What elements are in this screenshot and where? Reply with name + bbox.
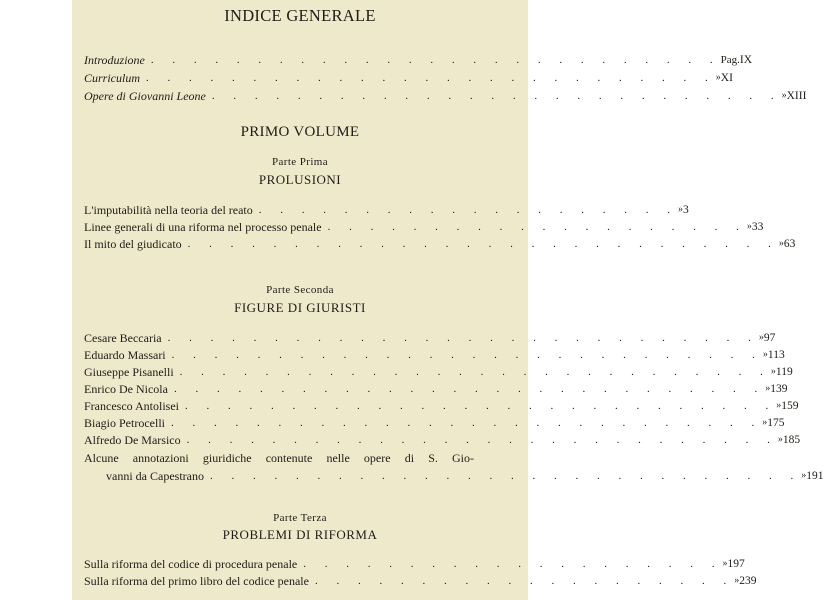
toc-entry-label: Opere di Giovanni Leone	[84, 89, 206, 103]
toc-entry-prefix: »	[765, 383, 771, 394]
toc-entry	[84, 219, 764, 235]
toc-entry-prefix: Pag.	[720, 54, 740, 66]
leader-dots: . . . . . . . . . . . . . . . . . . . . . . . . . . . .	[170, 417, 763, 429]
toc-entry-introduzione	[84, 52, 753, 68]
toc-entry-label: Curriculum	[84, 71, 141, 85]
toc-entry-prefix: »	[781, 90, 787, 101]
leader-dots: . . . . . . . . . . . . . . . . . . . . . . . . . . . .	[186, 434, 778, 446]
leader-dots: . . . . . . . . . . . . . . . . . . . .	[258, 204, 679, 216]
part-label: Parte Seconda	[266, 284, 334, 296]
toc-entry-prefix: »	[777, 434, 783, 445]
leader-dots: . . . . . . . . . . . . . . . . . . . . . . . . . . .	[211, 90, 782, 102]
toc-entry-label-line2: vanni da Capestrano	[106, 469, 204, 483]
toc-entry-page: 113	[767, 349, 785, 361]
leader-dots: . . . . . . . . . . . . . . . . . . . . . . . . . . . .	[209, 470, 802, 482]
toc-entry-label: Introduzione	[84, 53, 145, 67]
page-title: INDICE GENERALE	[224, 6, 376, 25]
toc-entry-page: XIII	[786, 90, 807, 102]
toc-entry-opere	[84, 88, 807, 104]
toc-entry-label: L'imputabilità nella teoria del reato	[84, 203, 253, 217]
toc-entry-label: Alfredo De Marsico	[84, 433, 181, 447]
toc-entry-page: 191	[806, 470, 823, 482]
toc-entry-label: Biagio Petrocelli	[84, 416, 165, 430]
toc-entry-page: 33	[751, 221, 764, 233]
toc-entry-page: 159	[781, 400, 799, 412]
toc-entry	[84, 415, 785, 431]
toc-entry-page: 119	[775, 366, 793, 378]
toc-entry-prefix: »	[715, 72, 721, 83]
leader-dots: . . . . . . . . . . . . . . . . . . . .	[314, 575, 735, 587]
leader-dots: . . . . . . . . . . . . . . . . . . . . . . . . . . . .	[184, 400, 777, 412]
leader-dots: . . . . . . . . . . . . . . . . . . . . . . . . . . . .	[173, 383, 766, 395]
toc-entry	[84, 381, 788, 397]
toc-entry-label: Il mito del giudicato	[84, 237, 182, 251]
leader-dots: . . . . . . . . . . . . . . . . . . . . . . . . . . . .	[171, 349, 763, 361]
leader-dots: . . . . . . . . . . . . . . . . . . . . . . . . . . .	[146, 72, 716, 84]
toc-entry-page: 185	[782, 434, 801, 446]
section-title: FIGURE DI GIURISTI	[234, 300, 366, 315]
toc-entry-label: Linee generali di una riforma nel processo penale	[84, 220, 322, 234]
toc-entry-page: 175	[767, 417, 785, 429]
part-label: Parte Terza	[273, 512, 327, 524]
toc-entry-page: 239	[739, 575, 757, 587]
toc-entry-page: IX	[739, 54, 753, 66]
toc-entry-label: Enrico De Nicola	[84, 382, 168, 396]
leader-dots: . . . . . . . . . . . . . . . . . . . . . . . . . . . .	[187, 238, 779, 250]
toc-entry-prefix: »	[762, 417, 768, 428]
toc-entry-prefix: »	[770, 366, 776, 377]
toc-entry-prefix: »	[758, 332, 764, 343]
toc-entry-label: Sulla riforma del primo libro del codice penale	[84, 574, 309, 588]
volume-title: PRIMO VOLUME	[240, 124, 360, 140]
toc-entry	[84, 347, 785, 363]
toc-entry-prefix: »	[734, 575, 740, 586]
book-page	[72, 0, 823, 600]
toc-entry-page: XI	[720, 72, 733, 84]
toc-entry-line2	[106, 468, 823, 484]
toc-entry	[84, 398, 799, 414]
toc-entry	[84, 330, 776, 346]
toc-entry	[84, 236, 796, 252]
toc-entry-prefix: »	[762, 349, 768, 360]
section-title: PROBLEMI DI RIFORMA	[222, 527, 378, 542]
toc-entry-long	[84, 450, 823, 484]
leader-dots: . . . . . . . . . . . . . . . . . . . . . . . . . . .	[150, 54, 721, 66]
toc-entry-prefix: »	[776, 400, 782, 411]
leader-dots: . . . . . . . . . . . . . . . . . . . . . . . . . . . .	[167, 332, 759, 344]
toc-entry-prefix: »	[678, 204, 684, 215]
toc-entry-page: 139	[770, 383, 788, 395]
section-title: PROLUSIONI	[258, 172, 342, 187]
toc-entry-label: Eduardo Massari	[84, 348, 166, 362]
toc-entry	[84, 573, 757, 589]
toc-entry-page: 3	[683, 204, 689, 216]
toc-entry-page: 197	[727, 558, 745, 570]
toc-entry-curriculum	[84, 70, 733, 86]
toc-entry-page: 63	[783, 238, 796, 250]
toc-entry	[84, 432, 801, 448]
toc-entry-label: Sulla riforma del codice di procedura penale	[84, 557, 298, 571]
toc-entry-prefix: »	[778, 238, 784, 249]
leader-dots: . . . . . . . . . . . . . . . . . . . . . . . . . . . .	[179, 366, 771, 378]
toc-entry-label: Giuseppe Pisanelli	[84, 365, 174, 379]
toc-entry-prefix: »	[801, 470, 807, 481]
leader-dots: . . . . . . . . . . . . . . . . . . . .	[303, 558, 723, 570]
toc-entry-label-line1: Alcune annotazioni giuridiche contenute nelle opere di S. Gio-	[84, 451, 474, 465]
toc-entry-page: 97	[763, 332, 776, 344]
part-label: Parte Prima	[271, 156, 329, 168]
toc-entry-prefix: »	[722, 558, 728, 569]
toc-entry-label: Cesare Beccaria	[84, 331, 162, 345]
toc-entry	[84, 556, 745, 572]
toc-entry	[84, 202, 689, 218]
toc-entry-prefix: »	[746, 221, 752, 232]
leader-dots: . . . . . . . . . . . . . . . . . . . .	[327, 221, 747, 233]
toc-entry	[84, 364, 793, 380]
toc-entry-label: Francesco Antolisei	[84, 399, 179, 413]
